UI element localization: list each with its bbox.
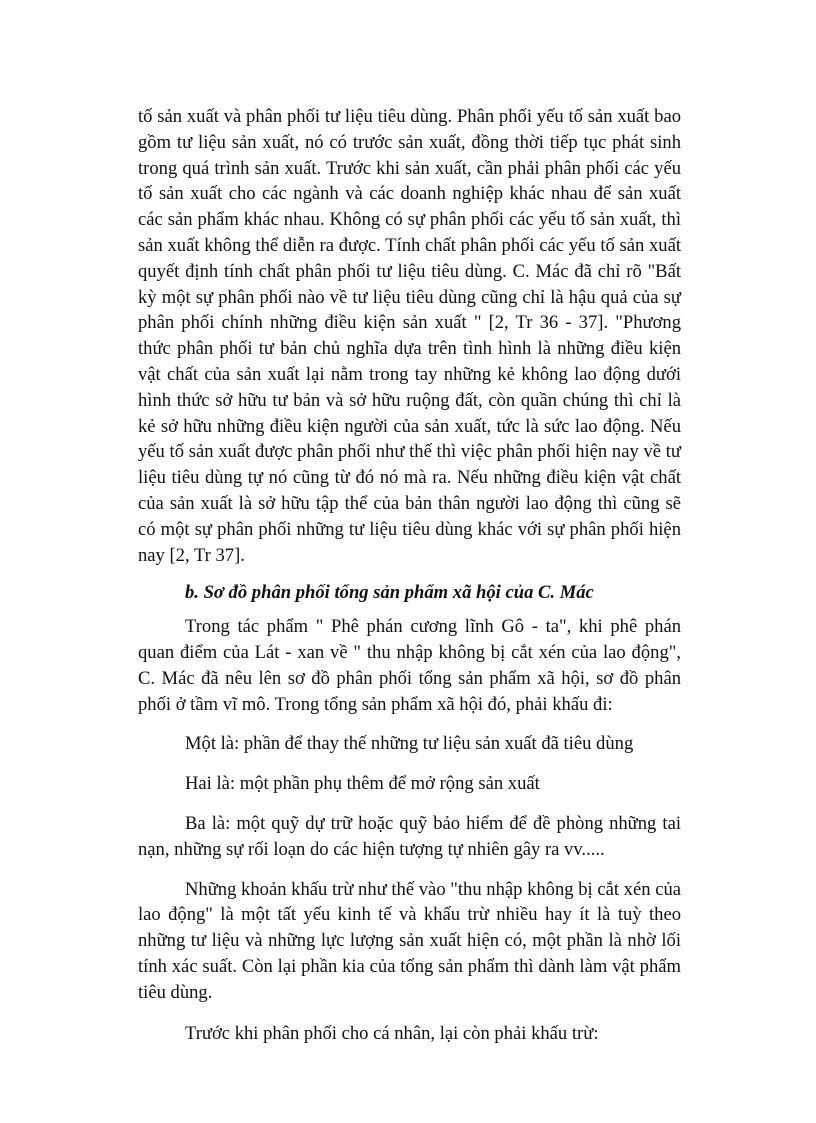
paragraph-before-distribution: Trước khi phân phối cho cá nhân, lại còn phải khấu trừ: [185,1022,599,1044]
page-content [138,104,681,1060]
paragraph-deductions: Những khoản khấu trừ như thế vào "thu nhập không bị cắt xén của lao động" là một tất yếu kinh tế và khấu trừ nhiều hay ít là tuỳ theo những tư liệu và những lực lượng sản xuất hiện có, một phần là nhờ lối tính xác suất. Còn lại phần kia của tổng sản phẩm thì dành làm vật phẩm tiêu dùng. [138,878,681,1003]
paragraph-item-three: Ba là: một quỹ dự trữ hoặc quỹ bảo hiểm để đề phòng những tai nạn, những sự rối loạn do các hiện tượng tự nhiên gây ra vv..... [138,812,681,860]
paragraph-intro: Trong tác phẩm " Phê phán cương lĩnh Gô - ta", khi phê phán quan điểm của Lát - xan về " thu nhập không bị cắt xén của lao động", C. Mác đã nêu lên sơ đồ phân phối tổng sản phẩm xã hội, sơ đồ phân phối ở tầm vĩ mô. Trong tổng sản phẩm xã hội đó, phải khấu đi: [138,616,681,715]
paragraph-continued: tố sản xuất và phân phối tư liệu tiêu dùng. Phân phối yếu tố sản xuất bao gồm tư liệu sản xuất, nó có trước sản xuất, đồng thời tiếp tục phát sinh trong quá trình sản xuất. Trước khi sản xuất, cần phải phân phối các yếu tố sản xuất cho các ngành và các doanh nghiệp khác nhau để sản xuất các sản phẩm khác nhau. Không có sự phân phối các yếu tố sản xuất, thì sản xuất không thể diễn ra được. Tính chất phân phối các yếu tố sản xuất quyết định tính chất phân phối tư liệu tiêu dùng. C. Mác đã chỉ rõ "Bất kỳ một sự phân phối nào về tư liệu tiêu dùng cũng chỉ là hậu quả của sự phân phối chính những điều kiện sản xuất " [2, Tr 36 - 37]. "Phương thức phân phối tư bản chủ nghĩa dựa trên tình hình là những điều kiện vật chất của sản xuất lại nằm trong tay những kẻ không lao động dưới hình thức sở hữu tư bản và sở hữu ruộng đất, còn quần chúng thì chỉ là kẻ sở hữu những điều kiện người của sản xuất, tức là sức lao động. Nếu yếu tố sản xuất được phân phối như thế thì việc phân phối hiện nay về tư liệu tiêu dùng tự nó cũng từ đó nó mà ra. Nếu những điều kiện vật chất của sản xuất là sở hữu tập thể của bản thân người lao động thì cũng sẽ có một sự phân phối những tư liệu tiêu dùng khác với sự phân phối hiện nay [2, Tr 37]. [138,106,681,566]
section-heading: b. Sơ đồ phân phối tổng sản phẩm xã hội của C. Mác [185,582,594,604]
paragraph-item-two: Hai là: một phần phụ thêm để mở rộng sản xuất [185,773,540,795]
paragraph-item-one: Một là: phần để thay thế những tư liệu sản xuất đã tiêu dùng [185,733,634,755]
